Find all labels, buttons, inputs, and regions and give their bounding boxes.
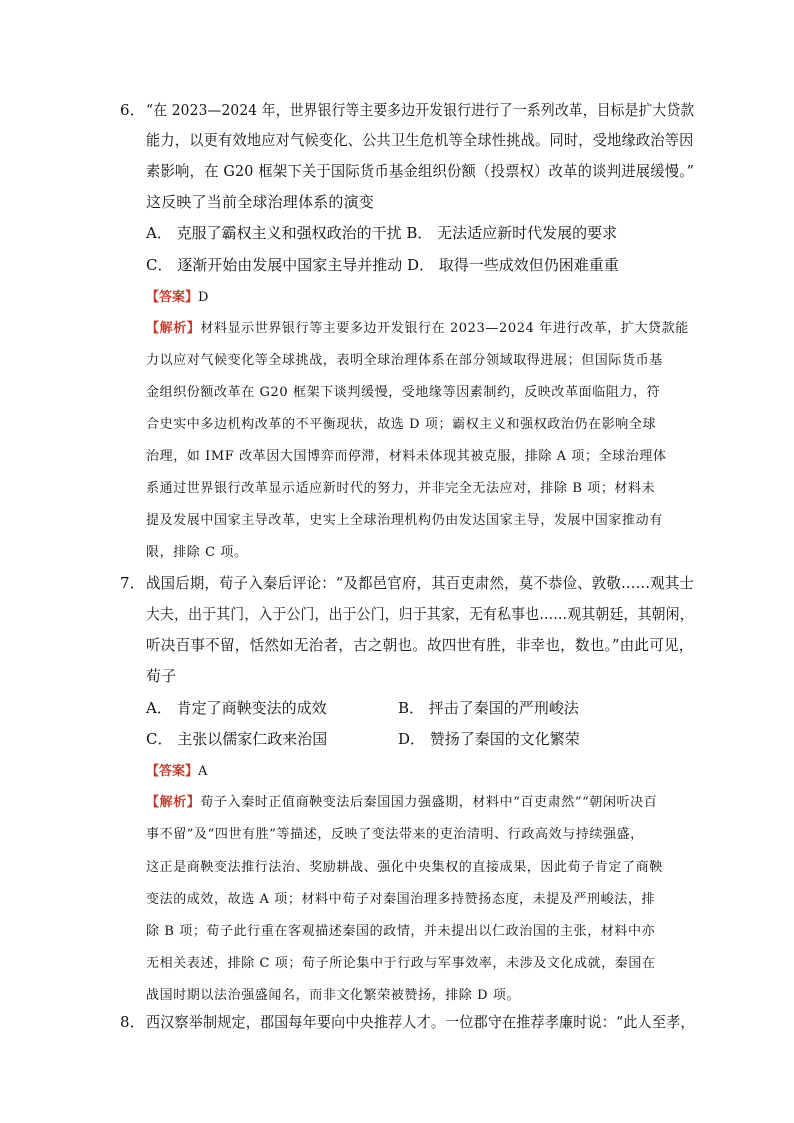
analysis-line: [146, 791, 657, 810]
analysis-line: 限，排除 C 项。: [146, 545, 248, 560]
option-b: B． 抨击了秦国的严刑峻法: [398, 699, 579, 717]
question-stem-line: 大夫，出于其门，入于公门，出于公门，归于其家，无有私事也……观其朝廷，其朝闲，: [146, 605, 694, 623]
analysis-line: 合史实中多边机构改革的不平衡现状，故选 D 项；霸权主义和强权政治仍在影响全球: [146, 417, 657, 432]
analysis-line: 治理，如 IMF 改革因大国博弈而停滞，材料未体现其被克服，排除 A 项；全球治理体: [146, 449, 667, 464]
option-d: D． 赞扬了秦国的文化繁荣: [398, 730, 580, 748]
analysis-line: 战国时期以法治强盛闻名，而非文化繁荣被赞扬，排除 D 项。: [146, 988, 521, 1003]
question-number: 6．: [120, 101, 145, 119]
answer-tag: 【答案】: [146, 764, 199, 779]
analysis-tag: 【解析】: [146, 795, 201, 810]
question-stem-line: “在 2023—2024 年，世界银行等主要多边开发银行进行了一系列改革，目标是扩大贷款: [146, 101, 695, 119]
question-stem-line: 战国后期，荀子入秦后评论：“及都邑官府，其百吏肃然，莫不恭俭、敦敬……观其士: [146, 574, 695, 592]
answer-value: D: [198, 290, 209, 305]
analysis-text: 荀子入秦时正值商鞅变法后秦国国力强盛期，材料中“百吏肃然”“朝闲听决百: [200, 795, 658, 810]
answer-row: [146, 760, 207, 779]
question-stem-line: 能力，以更有效地应对气候变化、公共卫生危机等全球性挑战。同时，受地缘政治等因: [146, 131, 694, 149]
question-stem-line: 听决百事不留，恬然如无治者，古之朝也。故四世有胜，非幸也，数也。”由此可见，: [146, 636, 694, 654]
option-row-ab: A． 克服了霸权主义和强权政治的干扰 B． 无法适应新时代发展的要求: [146, 224, 618, 242]
analysis-line: 提及发展中国家主导改革，史实上全球治理机构仍由发达国家主导，发展中国家推动有: [146, 513, 663, 528]
question-stem-line: 素影响，在 G20 框架下关于国际货币基金组织份额（投票权）改革的谈判进展缓慢。”: [146, 162, 695, 180]
question-stem-line: 这反映了当前全球治理体系的演变: [146, 193, 375, 211]
analysis-line: 除 B 项；荀子此行重在客观描述秦国的政情，并未提出以仁政治国的主张，材料中亦: [146, 924, 656, 939]
analysis-line: 无相关表述，排除 C 项；荀子所论集中于行政与军事效率，未涉及文化成就，秦国在: [146, 956, 656, 971]
analysis-line: 这正是商鞅变法推行法治、奖励耕战、强化中央集权的直接成果，因此荀子肯定了商鞅: [146, 860, 663, 875]
analysis-line: 变法的成效，故选 A 项；材料中荀子对秦国治理多持赞扬态度，未提及严刑峻法，排: [146, 892, 656, 907]
question-number: 7．: [120, 574, 145, 592]
analysis-line: 金组织份额改革在 G20 框架下谈判缓慢，受地缘等因素制约，反映改革面临阻力，符: [146, 385, 661, 400]
question-stem-line: 荀子: [146, 667, 177, 685]
answer-row: [146, 286, 208, 305]
question-stem-line: 西汉察举制规定，郡国每年要向中央推荐人才。一位郡守在推荐孝廉时说：“此人至孝，: [146, 1013, 695, 1031]
question-number: 8．: [120, 1013, 145, 1031]
answer-value: A: [198, 764, 208, 779]
option-c: C． 主张以儒家仁政来治国: [146, 730, 328, 748]
analysis-text: 材料显示世界银行等主要多边开发银行在 2023—2024 年进行改革，扩大贷款能: [200, 321, 689, 336]
analysis-line: 系通过世界银行改革显示适应新时代的努力，并非完全无法应对，排除 B 项；材料未: [146, 481, 656, 496]
answer-tag: 【答案】: [146, 290, 199, 305]
option-a: A． 肯定了商鞅变法的成效: [146, 699, 327, 717]
analysis-line: [146, 317, 689, 336]
analysis-tag: 【解析】: [146, 321, 201, 336]
analysis-line: 事不留”及“四世有胜”等描述，反映了变法带来的吏治清明、行政高效与持续强盛，: [146, 827, 644, 842]
analysis-line: 力以应对气候变化等全球挑战，表明全球治理体系在部分领域取得进展；但国际货币基: [146, 353, 663, 368]
option-row-cd: C． 逐渐开始由发展中国家主导并推动 D． 取得一些成效但仍困难重重: [146, 256, 619, 274]
